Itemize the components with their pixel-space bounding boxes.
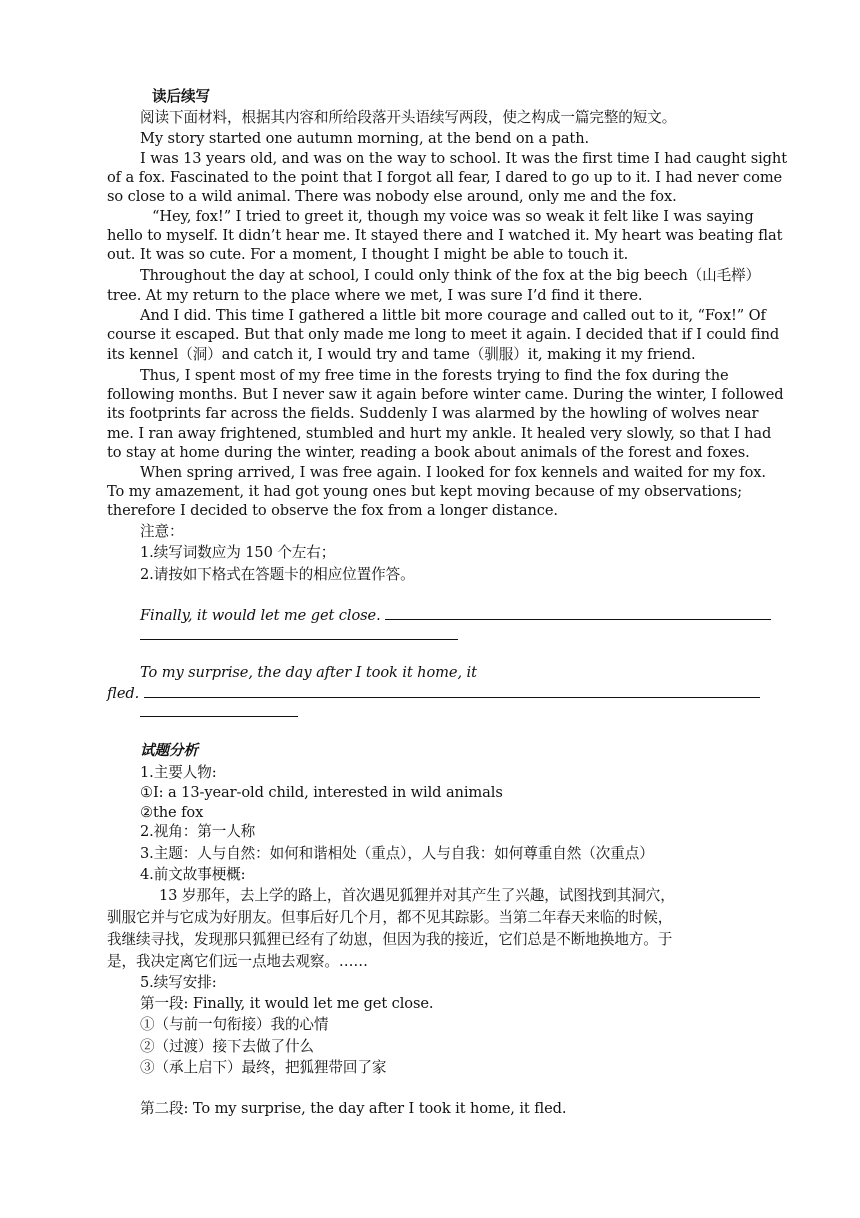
passage-line: its footprints far across the fields. Suddenly I was alarmed by the howling of wolves near — [107, 405, 759, 422]
paragraph-1-label: 第一段: Finally, it would let me get close. — [140, 995, 434, 1012]
passage-line: And I did. This time I gathered a little bit more courage and called out to it, “Fox!” Of — [140, 307, 766, 324]
answer-blank — [140, 703, 298, 717]
passage-line: “Hey, fox!” I tried to greet it, though my voice was so weak it felt like I was saying — [152, 208, 754, 225]
passage-line: of a fox. Fascinated to the point that I forgot all fear, I dared to go up to it. I had never come — [107, 169, 783, 186]
theme-text: 3.主题：人与自然：如何和谐相处（重点），人与自我：如何尊重自然（次重点） — [140, 845, 654, 862]
paragraph-2-label: 第二段: To my surprise, the day after I took it home, it fled. — [140, 1100, 567, 1117]
note-item: 1.续写词数应为 150 个左右； — [140, 544, 336, 561]
passage-line: My story started one autumn morning, at the bend on a path. — [140, 130, 590, 147]
passage-line: its kennel（洞）and catch it, I would try and tame（驯服）it, making it my friend. — [107, 346, 696, 363]
plan-step: ③（承上启下）最终，把狐狸带回了家 — [140, 1059, 387, 1076]
prompt-2-text: To my surprise, the day after I took it home, it — [140, 664, 477, 681]
summary-line: 是，我决定离它们远一点地去观察。…… — [107, 953, 368, 970]
summary-line: 13 岁那年，去上学的路上，首次遇见狐狸并对其产生了兴趣，试图找到其洞穴， — [159, 887, 675, 904]
character-item: ②the fox — [140, 804, 204, 821]
passage-line: To my amazement, it had got young ones but kept moving because of my observations; — [107, 483, 743, 500]
passage-line: Thus, I spent most of my free time in the forests trying to find the fox during the — [140, 367, 729, 384]
passage-line: to stay at home during the winter, reading a book about animals of the forest and foxes. — [107, 444, 750, 461]
answer-blank — [385, 605, 771, 620]
passage-line: Throughout the day at school, I could only think of the fox at the big beech（山毛榉） — [140, 267, 761, 284]
plan-heading: 5.续写安排: — [140, 974, 217, 991]
character-item: ①I: a 13-year-old child, interested in wild animals — [140, 784, 503, 801]
passage-line: following months. But I never saw it again before winter came. During the winter, I followed — [107, 386, 784, 403]
summary-line: 驯服它并与它成为好朋友。但事后好几个月，都不见其踪影。当第二年春天来临的时候， — [107, 909, 673, 926]
characters-heading: 1.主要人物: — [140, 764, 217, 781]
plan-step: ①（与前一句衔接）我的心情 — [140, 1016, 329, 1033]
instruction-text: 阅读下面材料，根据其内容和所给段落开头语续写两段，使之构成一篇完整的短文。 — [140, 109, 677, 126]
summary-heading: 4.前文故事梗概: — [140, 866, 246, 883]
passage-line: When spring arrived, I was free again. I looked for fox kennels and waited for my fox. — [140, 464, 766, 481]
prompt-1-text: Finally, it would let me get close. — [140, 607, 381, 624]
plan-step: ②（过渡）接下去做了什么 — [140, 1038, 314, 1055]
answer-blank — [144, 683, 760, 698]
notes-heading: 注意： — [140, 523, 184, 540]
passage-line: me. I ran away frightened, stumbled and hurt my ankle. It healed very slowly, so that I had — [107, 425, 772, 442]
prompt-paragraph-2 — [107, 683, 760, 703]
section-title: 读后续写 — [152, 88, 210, 105]
note-item: 2.请按如下格式在答题卡的相应位置作答。 — [140, 566, 415, 583]
passage-line: tree. At my return to the place where we met, I was sure I’d find it there. — [107, 287, 643, 304]
prompt-2-text-end: fled. — [107, 685, 140, 702]
passage-line: so close to a wild animal. There was nobody else around, only me and the fox. — [107, 188, 677, 205]
perspective-text: 2.视角：第一人称 — [140, 823, 256, 840]
analysis-heading: 试题分析 — [140, 742, 198, 759]
passage-line: therefore I decided to observe the fox from a longer distance. — [107, 502, 558, 519]
answer-blank — [140, 626, 458, 640]
prompt-paragraph-1 — [140, 605, 771, 625]
summary-line: 我继续寻找，发现那只狐狸已经有了幼崽，但因为我的接近，它们总是不断地换地方。于 — [107, 931, 673, 948]
passage-line: hello to myself. It didn’t hear me. It stayed there and I watched it. My heart was beating flat — [107, 227, 783, 244]
passage-line: out. It was so cute. For a moment, I thought I might be able to touch it. — [107, 246, 629, 263]
passage-line: course it escaped. But that only made me long to meet it again. I decided that if I could find — [107, 326, 780, 343]
passage-line: I was 13 years old, and was on the way to school. It was the first time I had caught sight — [140, 150, 787, 167]
